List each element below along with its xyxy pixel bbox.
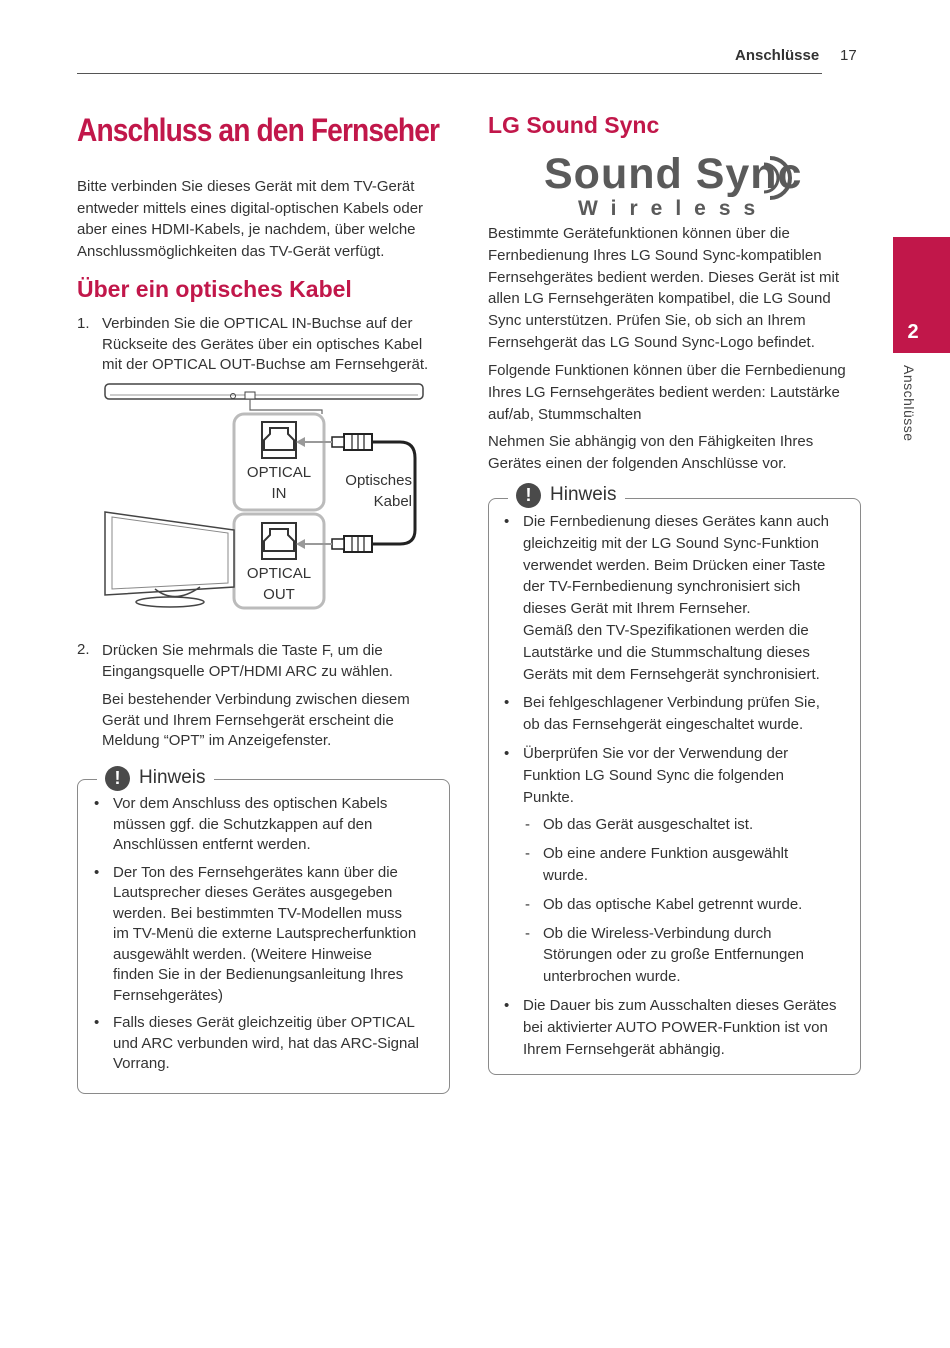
text-line: Bei bestehender Verbindung zwischen diesem (102, 691, 410, 708)
sound-sync-paragraph-2 (488, 360, 868, 425)
text-line: finden Sie in der Bedienungsanleitung Ihres (113, 966, 404, 983)
list-item (504, 743, 854, 988)
text-line: bei aktivierter AUTO POWER-Funktion ist von (523, 1018, 828, 1036)
note-title: Hinweis (139, 767, 206, 788)
text-line: allen LG Fernsehgeräten kompatibel, die LG Sound (488, 290, 831, 308)
text-line: OUT (263, 586, 295, 603)
text-line: dieses Gerät mit Ihrem Fernseher. (523, 600, 751, 618)
tv-illustration (105, 512, 234, 607)
sound-sync-paragraph-3 (488, 431, 868, 475)
text-line: OPTICAL (246, 565, 312, 582)
text-line: Sync unterstützen. Prüfen Sie, ob sich an Ihrem (488, 312, 806, 330)
soundbar-illustration (105, 384, 423, 414)
text-line: im TV-Menü die externe Lautsprecherfunktion (113, 925, 417, 942)
step-number: 2. (77, 641, 90, 658)
text-line: Geräts mit dem Fernsehgerät synchronisiert. (523, 665, 820, 683)
dash-item (523, 843, 854, 887)
text-line: Optisches (345, 472, 412, 489)
text-line: Eingangsquelle OPT/HDMI ARC zu wählen. (102, 663, 393, 680)
dash-item (523, 814, 854, 836)
step-2-extra-text (102, 690, 452, 752)
step-1-text (102, 314, 452, 376)
note-list (504, 511, 854, 1067)
check-list (523, 814, 854, 988)
text-line: Gerätes einen der folgenden Anschlüsse vor. (488, 454, 787, 472)
text-line: - Ob eine andere Funktion ausgewählt (543, 845, 789, 863)
text-line: Gerät und Ihrem Fernsehgerät erscheint die (102, 711, 394, 729)
text-line: unterbrochen wurde. (543, 968, 681, 986)
step-2-text (102, 640, 452, 682)
text-line: Störungen oder zu große Entfernungen (543, 946, 805, 964)
text-line: Anschlussmöglichkeiten das TV-Gerät verfügt. (77, 242, 385, 260)
text-line: Verbinden Sie die OPTICAL IN-Buchse auf der (102, 315, 413, 332)
text-line: Vorrang. (113, 1055, 170, 1072)
text-line: entweder mittels eines digital-optischen Kabels oder (77, 199, 424, 217)
optical-cable-label (338, 470, 412, 512)
exclamation-icon: ! (105, 766, 130, 791)
text-line: • Bei fehlgeschlagener Verbindung prüfen Sie, (523, 694, 820, 712)
text-line: Folgende Funktionen können über die Fernbedienung (488, 362, 846, 379)
optical-out-label (234, 563, 324, 605)
text-line: und ARC verbunden wird, hat das ARC-Signal (113, 1034, 420, 1052)
text-line: IN (271, 485, 287, 502)
text-line: • Falls dieses Gerät gleichzeitig über OPTICAL (113, 1014, 415, 1031)
text-line: Ihres LG Fernsehgerätes bedient werden: Lautstärke (488, 383, 840, 401)
text-line: - Ob das Gerät ausgeschaltet ist. (543, 816, 754, 834)
text-line: ausgewählt werden. (Weitere Hinweise (113, 945, 373, 963)
text-line: • Überprüfen Sie vor der Verwendung der (523, 744, 789, 762)
text-line: Kabel (373, 493, 412, 510)
text-line: verwendet werden. Beim Drücken einer Taste (523, 556, 826, 574)
text-line: werden. Bei bestimmten TV-Modellen muss (113, 904, 403, 922)
text-line: Bitte verbinden Sie dieses Gerät mit dem TV-Gerät (77, 178, 415, 195)
list-item (94, 863, 444, 1007)
list-item (94, 794, 444, 856)
chapter-label: Anschlüsse (901, 365, 917, 442)
text-line: Fernsehgerät das LG Sound Sync-Logo befindet. (488, 333, 815, 351)
text-line: Anschlüssen entfernt werden. (113, 836, 311, 853)
list-item (504, 995, 854, 1060)
section-title-sound-sync: LG Sound Sync (488, 112, 660, 138)
optical-in-label (234, 462, 324, 504)
text-line: Lautstärke und die Stummschaltung dieses (523, 643, 810, 661)
page-number: 17 (840, 47, 857, 64)
text-line: Meldung “OPT” im Anzeigefenster. (102, 732, 332, 749)
text-line: Rückseite des Gerätes über ein optisches Kabel (102, 335, 423, 353)
text-line: müssen ggf. die Schutzkappen auf den (113, 815, 373, 833)
text-line: • Die Fernbedienung dieses Gerätes kann auch (523, 513, 830, 530)
text-line: Fernsehgerätes bedient werden. Dieses Gerät ist mit (488, 268, 839, 286)
sound-sync-paragraph-1 (488, 223, 868, 354)
text-line: Fernbedienung Ihres LG Sound Sync-kompatiblen (488, 246, 822, 264)
note-list (94, 794, 444, 1082)
exclamation-icon: ! (516, 483, 541, 508)
step-number: 1. (77, 315, 90, 332)
intro-paragraph (77, 176, 457, 262)
text-line: ob das Fernsehgerät eingeschaltet wurde. (523, 716, 804, 734)
text-line: OPTICAL (246, 464, 312, 481)
dash-item (523, 923, 854, 988)
chapter-number: 2 (907, 321, 919, 343)
text-line: aber eines HDMI-Kabels, je nachdem, über welche (77, 221, 416, 238)
header-rule (77, 73, 822, 74)
text-line: Fernsehgerätes) (113, 986, 224, 1004)
list-item (94, 1013, 444, 1075)
page-title: Anschluss an den Fernseher (77, 112, 440, 148)
text-line: Funktion LG Sound Sync die folgenden (523, 766, 785, 784)
sound-sync-logo: Sound Sync (544, 150, 803, 198)
text-line: Ihrem Fernsehgerät abhängig. (523, 1040, 725, 1058)
text-line: Lautsprecher dieses Gerätes ausgegeben (113, 884, 393, 901)
text-line: • Vor dem Anschluss des optischen Kabels (113, 795, 388, 812)
note-header (508, 480, 625, 510)
text-line: auf/ab, Stummschalten (488, 405, 642, 423)
dash-item (523, 894, 854, 916)
note-header (97, 763, 214, 793)
text-line: - Ob die Wireless-Verbindung durch (543, 924, 772, 942)
text-line: Punkte. (523, 788, 574, 806)
text-line: • Der Ton des Fernsehgerätes kann über die (113, 863, 398, 881)
text-line: mit der OPTICAL OUT-Buchse am Fernsehgerät. (102, 356, 429, 373)
section-subtitle: Über ein optisches Kabel (77, 276, 352, 302)
text-line: der TV-Fernbedienung synchronisiert sich (523, 578, 801, 596)
text-line: Nehmen Sie abhängig von den Fähigkeiten Ihres (488, 433, 814, 450)
text-line: Gemäß den TV-Spezifikationen werden die (523, 621, 809, 639)
list-item (504, 692, 854, 736)
running-header-section: Anschlüsse (735, 47, 820, 64)
sound-sync-logo-wireless: Wireless (578, 197, 769, 220)
text-line: gleichzeitig mit der LG Sound Sync-Funktion (523, 534, 819, 552)
note-title: Hinweis (550, 484, 617, 505)
text-line: wurde. (543, 866, 589, 884)
list-item (504, 511, 854, 685)
text-line: Bestimmte Gerätefunktionen können über die (488, 225, 790, 242)
text-line: • Die Dauer bis zum Ausschalten dieses Gerätes (523, 996, 837, 1014)
text-line: Drücken Sie mehrmals die Taste F, um die (102, 642, 383, 659)
text-line: - Ob das optische Kabel getrennt wurde. (543, 895, 803, 913)
